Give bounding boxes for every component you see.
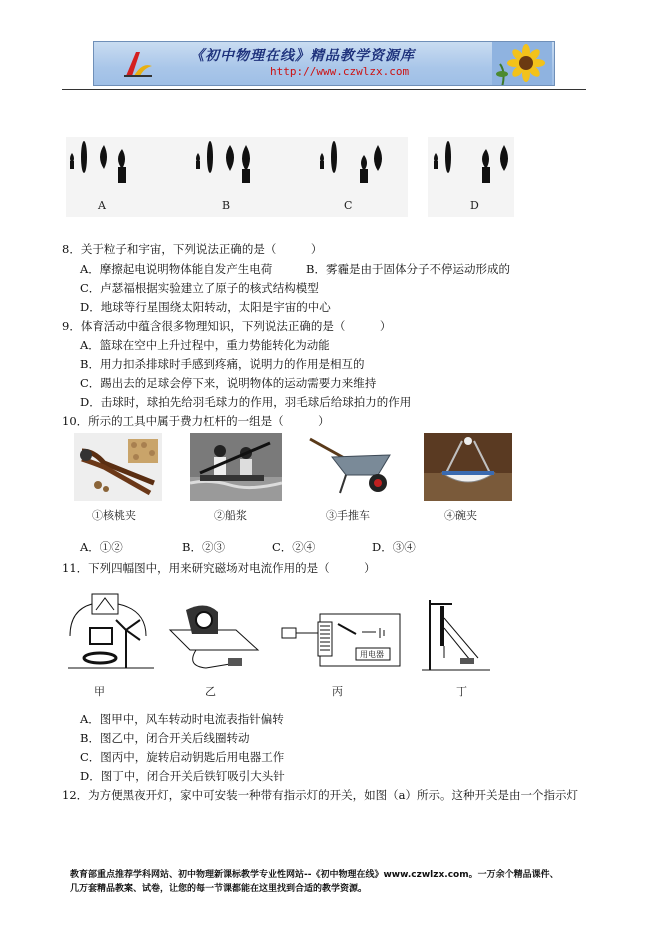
- candle-figure-d: [428, 137, 514, 217]
- question-8-stem: 8．关于粒子和宇宙，下列说法正确的是（ ）: [62, 242, 323, 256]
- question-11-stem: 11．下列四幅图中，用来研究磁场对电流作用的是（ ）: [62, 561, 376, 575]
- question-8-option-d: D．地球等行星围绕太阳转动，太阳是宇宙的中心: [80, 300, 331, 314]
- figure-ding-electromagnet-icon: [420, 598, 492, 674]
- candle-label-d: D: [470, 199, 479, 212]
- question-10-caption-1: ①核桃夹: [92, 509, 136, 522]
- question-11-caption-yi: 乙: [205, 685, 216, 698]
- question-10-option-c: C．②④: [272, 540, 316, 554]
- question-9-option-c: C．踢出去的足球会停下来，说明物体的运动需要力来维持: [80, 376, 377, 390]
- figure-jia-windmill-icon: [66, 590, 156, 674]
- page-footer: [70, 868, 610, 896]
- question-10-stem: 10．所示的工具中属于费力杠杆的一组是（ ）: [62, 414, 330, 428]
- wheelbarrow-photo-icon: [306, 433, 398, 501]
- question-9-stem: 9．体育活动中蕴含很多物理知识，下列说法正确的是（ ）: [62, 319, 392, 333]
- question-11-caption-ding: 丁: [456, 685, 467, 698]
- site-logo-icon: [122, 48, 154, 80]
- candle-figure-ab: [66, 137, 408, 217]
- nutcracker-photo-icon: [74, 433, 162, 501]
- question-11-caption-bing: 丙: [332, 685, 343, 698]
- bowl-clamp-photo-icon: [424, 433, 512, 501]
- candle-label-c: C: [344, 199, 353, 212]
- question-10-option-b: B．②③: [182, 540, 225, 554]
- question-11-option-c: C．图丙中，旋转启动钥匙后用电器工作: [80, 750, 285, 764]
- question-10-caption-4: ④碗夹: [444, 509, 477, 522]
- site-title: 《初中物理在线》精品教学资源库: [190, 48, 415, 64]
- header-rule: [62, 89, 586, 90]
- question-8-option-a: A．摩擦起电说明物体能自发产生电荷: [80, 262, 273, 276]
- footer-line-2: 几万套精品教案、试卷，让您的每一节课都能在这里找到合适的教学资源。: [70, 884, 368, 894]
- question-11-option-a: A．图甲中，风车转动时电流表指针偏转: [80, 712, 284, 726]
- question-10-caption-3: ③手推车: [326, 509, 370, 522]
- figure-bing-relay-icon: [280, 604, 410, 672]
- header-banner: [93, 41, 555, 86]
- device-label: 用电器: [360, 650, 384, 659]
- question-9-option-d: D．击球时，球拍先给羽毛球力的作用，羽毛球后给球拍力的作用: [80, 395, 412, 409]
- candle-label-b: B: [222, 199, 231, 212]
- question-10-caption-2: ②船浆: [214, 509, 247, 522]
- rowing-photo-icon: [190, 433, 282, 501]
- question-12-stem: 12．为方便黑夜开灯，家中可安装一种带有指示灯的开关，如图（a）所示。这种开关是由一个指示灯: [62, 788, 578, 802]
- question-8-option-b: B．雾霾是由于固体分子不停运动形成的: [306, 262, 510, 276]
- question-9-option-a: A．篮球在空中上升过程中，重力势能转化为动能: [80, 338, 330, 352]
- question-10-option-a: A．①②: [80, 540, 123, 554]
- site-url: http://www.czwlzx.com: [270, 65, 410, 78]
- question-9-option-b: B．用力扣杀排球时手感到疼痛，说明力的作用是相互的: [80, 357, 365, 371]
- question-11-caption-jia: 甲: [94, 685, 105, 698]
- candle-label-a: A: [98, 199, 106, 212]
- candle-lens-diagram-icon: [66, 137, 408, 217]
- question-11-option-d: D．图丁中，闭合开关后铁钉吸引大头针: [80, 769, 285, 783]
- sunflower-icon: [492, 42, 552, 86]
- question-11-option-b: B．图乙中，闭合开关后线圈转动: [80, 731, 250, 745]
- figure-yi-motor-icon: [166, 600, 262, 674]
- footer-line-1: 教育部重点推荐学科网站、初中物理新课标教学专业性网站--《初中物理在线》www.czwlzx.com。一万余个精品课件、: [70, 870, 559, 880]
- question-10-option-d: D．③④: [372, 540, 416, 554]
- question-8-option-c: C．卢瑟福根据实验建立了原子的核式结构模型: [80, 281, 319, 295]
